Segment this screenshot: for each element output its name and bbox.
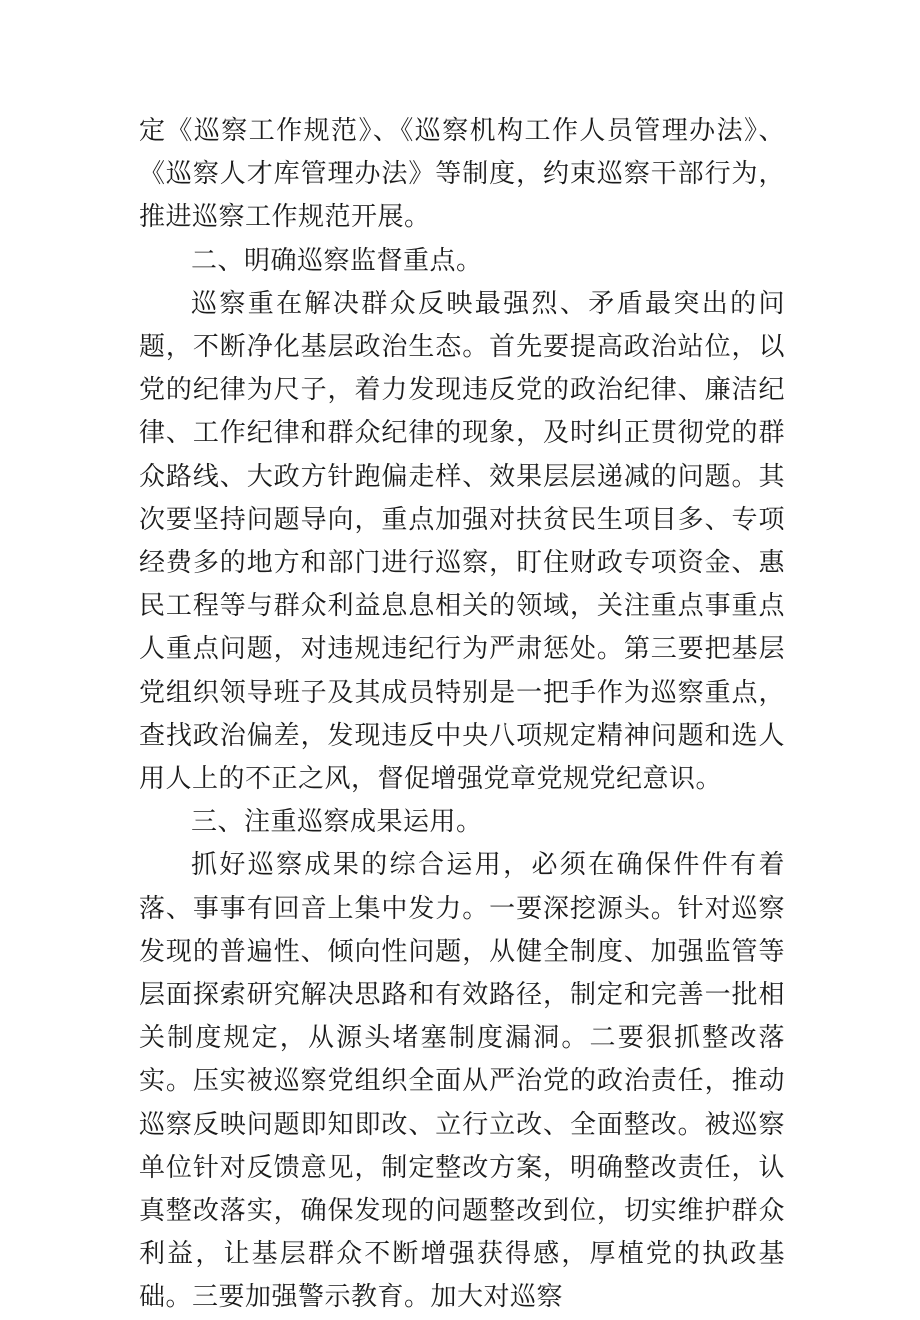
document-body bbox=[139, 110, 785, 1320]
section-2-heading: 二、明确巡察监督重点。 bbox=[191, 245, 483, 276]
section-3-paragraph: 抓好巡察成果的综合运用，必须在确保件件有着落、事事有回音上集中发力。一要深挖源头。针对巡察发现的普遍性、倾向性问题，从健全制度、加强监管等层面探索研究解决思路和有效路径，制定和完善一批相关制度规定，从源头堵塞制度漏洞。二要狠抓整改落实。压实被巡察党组织全面从严治党的政治责任，推动巡察反映问题即知即改、立行立改、全面整改。被巡察单位针对反馈意见，制定整改方案，明确整改责任，认真整改落实，确保发现的问题整改到位，切实维护群众利益，让基层群众不断增强获得感，厚植党的执政基础。三要加强警示教育。加大对巡察 bbox=[139, 850, 785, 1313]
intro-continuation-paragraph: 定《巡察工作规范》、《巡察机构工作人员管理办法》、《巡察人才库管理办法》等制度，约束巡察干部行为，推进巡察工作规范开展。 bbox=[139, 116, 785, 233]
section-3-heading: 三、注重巡察成果运用。 bbox=[191, 807, 483, 838]
section-2-paragraph: 巡察重在解决群众反映最强烈、矛盾最突出的问题，不断净化基层政治生态。首先要提高政治站位，以党的纪律为尺子，着力发现违反党的政治纪律、廉洁纪律、工作纪律和群众纪律的现象，及时纠正贯彻党的群众路线、大政方针跑偏走样、效果层层递减的问题。其次要坚持问题导向，重点加强对扶贫民生项目多、专项经费多的地方和部门进行巡察，盯住财政专项资金、惠民工程等与群众利益息息相关的领域，关注重点事重点人重点问题，对违规违纪行为严肃惩处。第三要把基层党组织领导班子及其成员特别是一把手作为巡察重点，查找政治偏差，发现违反中央八项规定精神问题和选人用人上的不正之风，督促增强党章党规党纪意识。 bbox=[139, 288, 785, 795]
